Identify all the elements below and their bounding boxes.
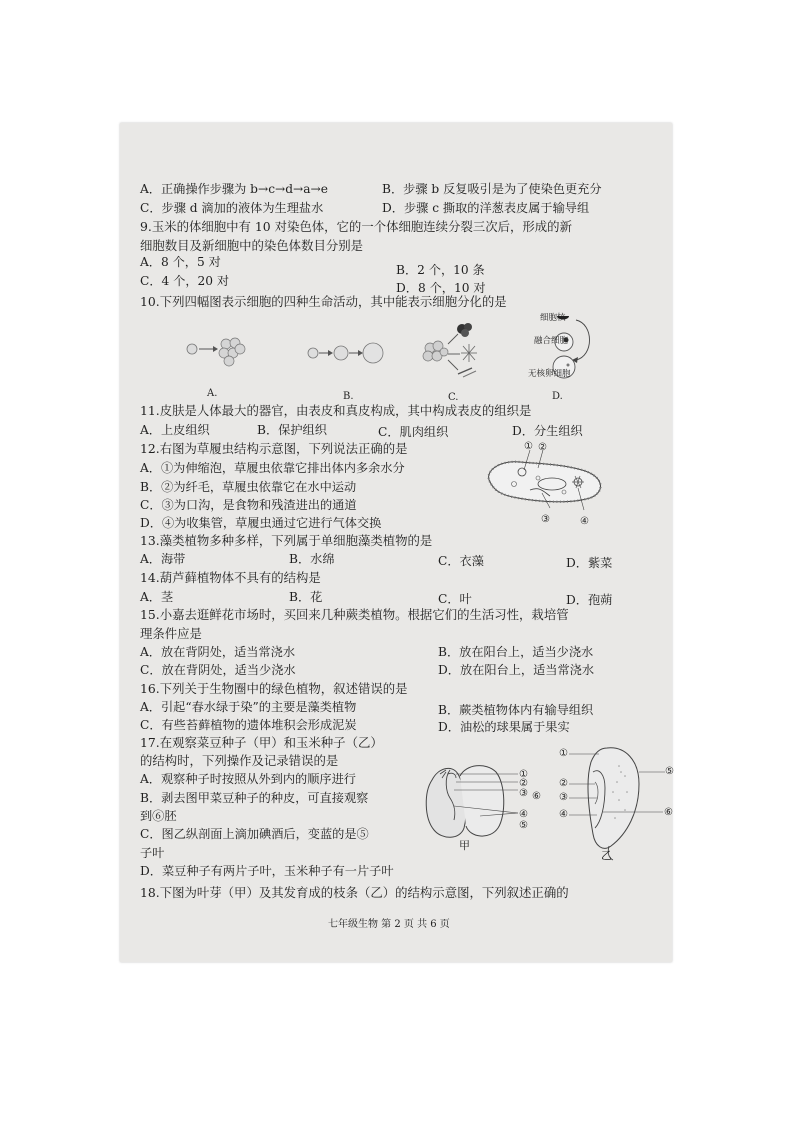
figure-b-cell-growth: [308, 343, 383, 363]
q16-option-b: B．蕨类植物体内有输导组织: [438, 703, 594, 717]
q17-option-a: A．观察种子时按照从外到内的顺序进行: [140, 772, 356, 786]
q8-option-a: A．正确操作步骤为 b→c→d→a→e: [140, 182, 328, 196]
q9-stem-line2: 细胞数目及新细胞中的染色体数目分别是: [140, 238, 364, 253]
q15-option-c: C．放在背阴处，适当少浇水: [140, 663, 296, 677]
corn-marker-6: ⑥: [664, 807, 673, 818]
q11-option-d: D．分生组织: [512, 424, 583, 438]
q9-option-c: C．4 个，20 对: [140, 274, 230, 288]
q15-option-a: A．放在背阴处，适当常浇水: [140, 645, 296, 659]
bean-marker-3: ③: [519, 788, 528, 799]
q13-option-d: D．紫菜: [566, 556, 613, 570]
q15-option-b: B．放在阳台上，适当少浇水: [438, 645, 594, 659]
bean-seed-label-jia: 甲: [459, 839, 470, 852]
q13-option-b: B．水绵: [289, 552, 335, 566]
q13-option-a: A．海带: [140, 552, 186, 566]
q16-option-c: C．有些苔藓植物的遗体堆积会形成泥炭: [140, 718, 357, 732]
q17-stem-line2: 的结构时，下列操作及记录错误的是: [140, 753, 339, 768]
corn-marker-1: ①: [559, 748, 568, 759]
corn-seed-label-yi: 乙: [601, 849, 612, 862]
bean-marker-1: ①: [519, 769, 528, 780]
q17-option-c-line2: 子叶: [140, 846, 165, 860]
paramecium-marker-4: ④: [580, 516, 589, 527]
corn-marker-4: ④: [559, 809, 568, 820]
figure-c-cell-differentiation: [423, 323, 477, 377]
bean-marker-6: ⑥: [532, 791, 541, 802]
bean-marker-5: ⑤: [519, 820, 528, 831]
q10-figure-label-a: A.: [207, 388, 218, 399]
corn-seed-figure: [555, 742, 675, 862]
q17-option-c-line1: C．图乙纵剖面上滴加碘酒后，变蓝的是⑤: [140, 827, 369, 841]
q15-option-d: D．放在阳台上，适当常浇水: [438, 663, 595, 677]
q9-stem-line1: 9.玉米的体细胞中有 10 对染色体，它的一个体细胞连续分裂三次后，形成的新: [140, 219, 572, 234]
q14-stem: 14.葫芦藓植物体不具有的结构是: [140, 570, 321, 585]
page-footer: 七年级生物 第 2 页 共 6 页: [328, 919, 450, 930]
q11-option-a: A．上皮组织: [140, 423, 210, 437]
q17-stem-line1: 17.在观察菜豆种子（甲）和玉米种子（乙）: [140, 735, 383, 750]
corn-marker-2: ②: [559, 778, 568, 789]
label-fused-cell: 融合细胞: [534, 336, 569, 346]
q15-stem-line2: 理条件应是: [140, 626, 202, 641]
q10-figure-label-b: B.: [343, 391, 354, 402]
paramecium-marker-3: ③: [541, 514, 550, 525]
figure-a-cell-division: [187, 338, 245, 366]
q12-option-b: B．②为纤毛，草履虫依靠它在水中运动: [140, 480, 357, 494]
q11-option-c: C．肌肉组织: [378, 425, 449, 439]
label-enucleated-egg: 无核卵细胞: [528, 369, 571, 379]
q17-option-b-line1: B．剥去图甲菜豆种子的种皮，可直接观察: [140, 791, 369, 805]
q8-option-d: D．步骤 c 撕取的洋葱表皮属于输导组: [382, 201, 590, 215]
q10-stem: 10.下列四幅图表示细胞的四种生命活动，其中能表示细胞分化的是: [140, 294, 507, 309]
label-nucleus: 细胞核: [540, 313, 566, 323]
corn-marker-3: ③: [559, 792, 568, 803]
q9-option-b: B．2 个，10 条: [396, 263, 485, 277]
q18-stem: 18.下图为叶芽（甲）及其发育成的枝条（乙）的结构示意图，下列叙述正确的: [140, 885, 569, 900]
q12-option-c: C．③为口沟，是食物和残渣进出的通道: [140, 498, 357, 512]
q9-option-a: A．8 个，5 对: [140, 255, 221, 269]
q13-option-c: C．衣藻: [438, 554, 484, 568]
q16-option-d: D．油松的球果属于果实: [438, 720, 570, 734]
bean-marker-2: ②: [519, 778, 528, 789]
q8-option-b: B．步骤 b 反复吸引是为了使染色更充分: [382, 182, 602, 196]
bean-marker-4: ④: [519, 809, 528, 820]
q12-stem: 12.右图为草履虫结构示意图，下列说法正确的是: [140, 441, 408, 456]
q14-option-c: C．叶: [438, 592, 472, 606]
bean-seed-figure: [420, 758, 520, 843]
corn-marker-5: ⑤: [665, 766, 674, 777]
q16-stem: 16.下列关于生物圈中的绿色植物，叙述错误的是: [140, 681, 408, 696]
paramecium-marker-1: ①: [524, 441, 533, 452]
q14-option-b: B．花: [289, 590, 323, 604]
q14-option-d: D．孢蒴: [566, 593, 613, 607]
q9-option-d: D．8 个，10 对: [396, 281, 486, 295]
q10-figure-label-d: D.: [552, 391, 563, 402]
q17-option-d: D．菜豆种子有两片子叶，玉米种子有一片子叶: [140, 864, 394, 878]
q16-option-a: A．引起“春水绿于染”的主要是藻类植物: [140, 700, 357, 714]
q12-option-d: D．④为收集管，草履虫通过它进行气体交换: [140, 516, 382, 530]
q14-option-a: A．茎: [140, 590, 174, 604]
paramecium-marker-2: ②: [538, 442, 547, 453]
q8-option-c: C．步骤 d 滴加的液体为生理盐水: [140, 201, 324, 215]
q11-stem: 11.皮肤是人体最大的器官，由表皮和真皮构成，其中构成表皮的组织是: [140, 403, 532, 418]
q10-figure-label-c: C.: [448, 392, 459, 403]
q17-option-b-line2: 到⑥胚: [140, 809, 177, 823]
q12-option-a: A．①为伸缩泡，草履虫依靠它排出体内多余水分: [140, 461, 405, 475]
q13-stem: 13.藻类植物多种多样，下列属于单细胞藻类植物的是: [140, 533, 433, 548]
q15-stem-line1: 15.小嘉去逛鲜花市场时，买回来几种蕨类植物。根据它们的生活习性，栽培管: [140, 607, 569, 622]
q11-option-b: B．保护组织: [257, 423, 327, 437]
